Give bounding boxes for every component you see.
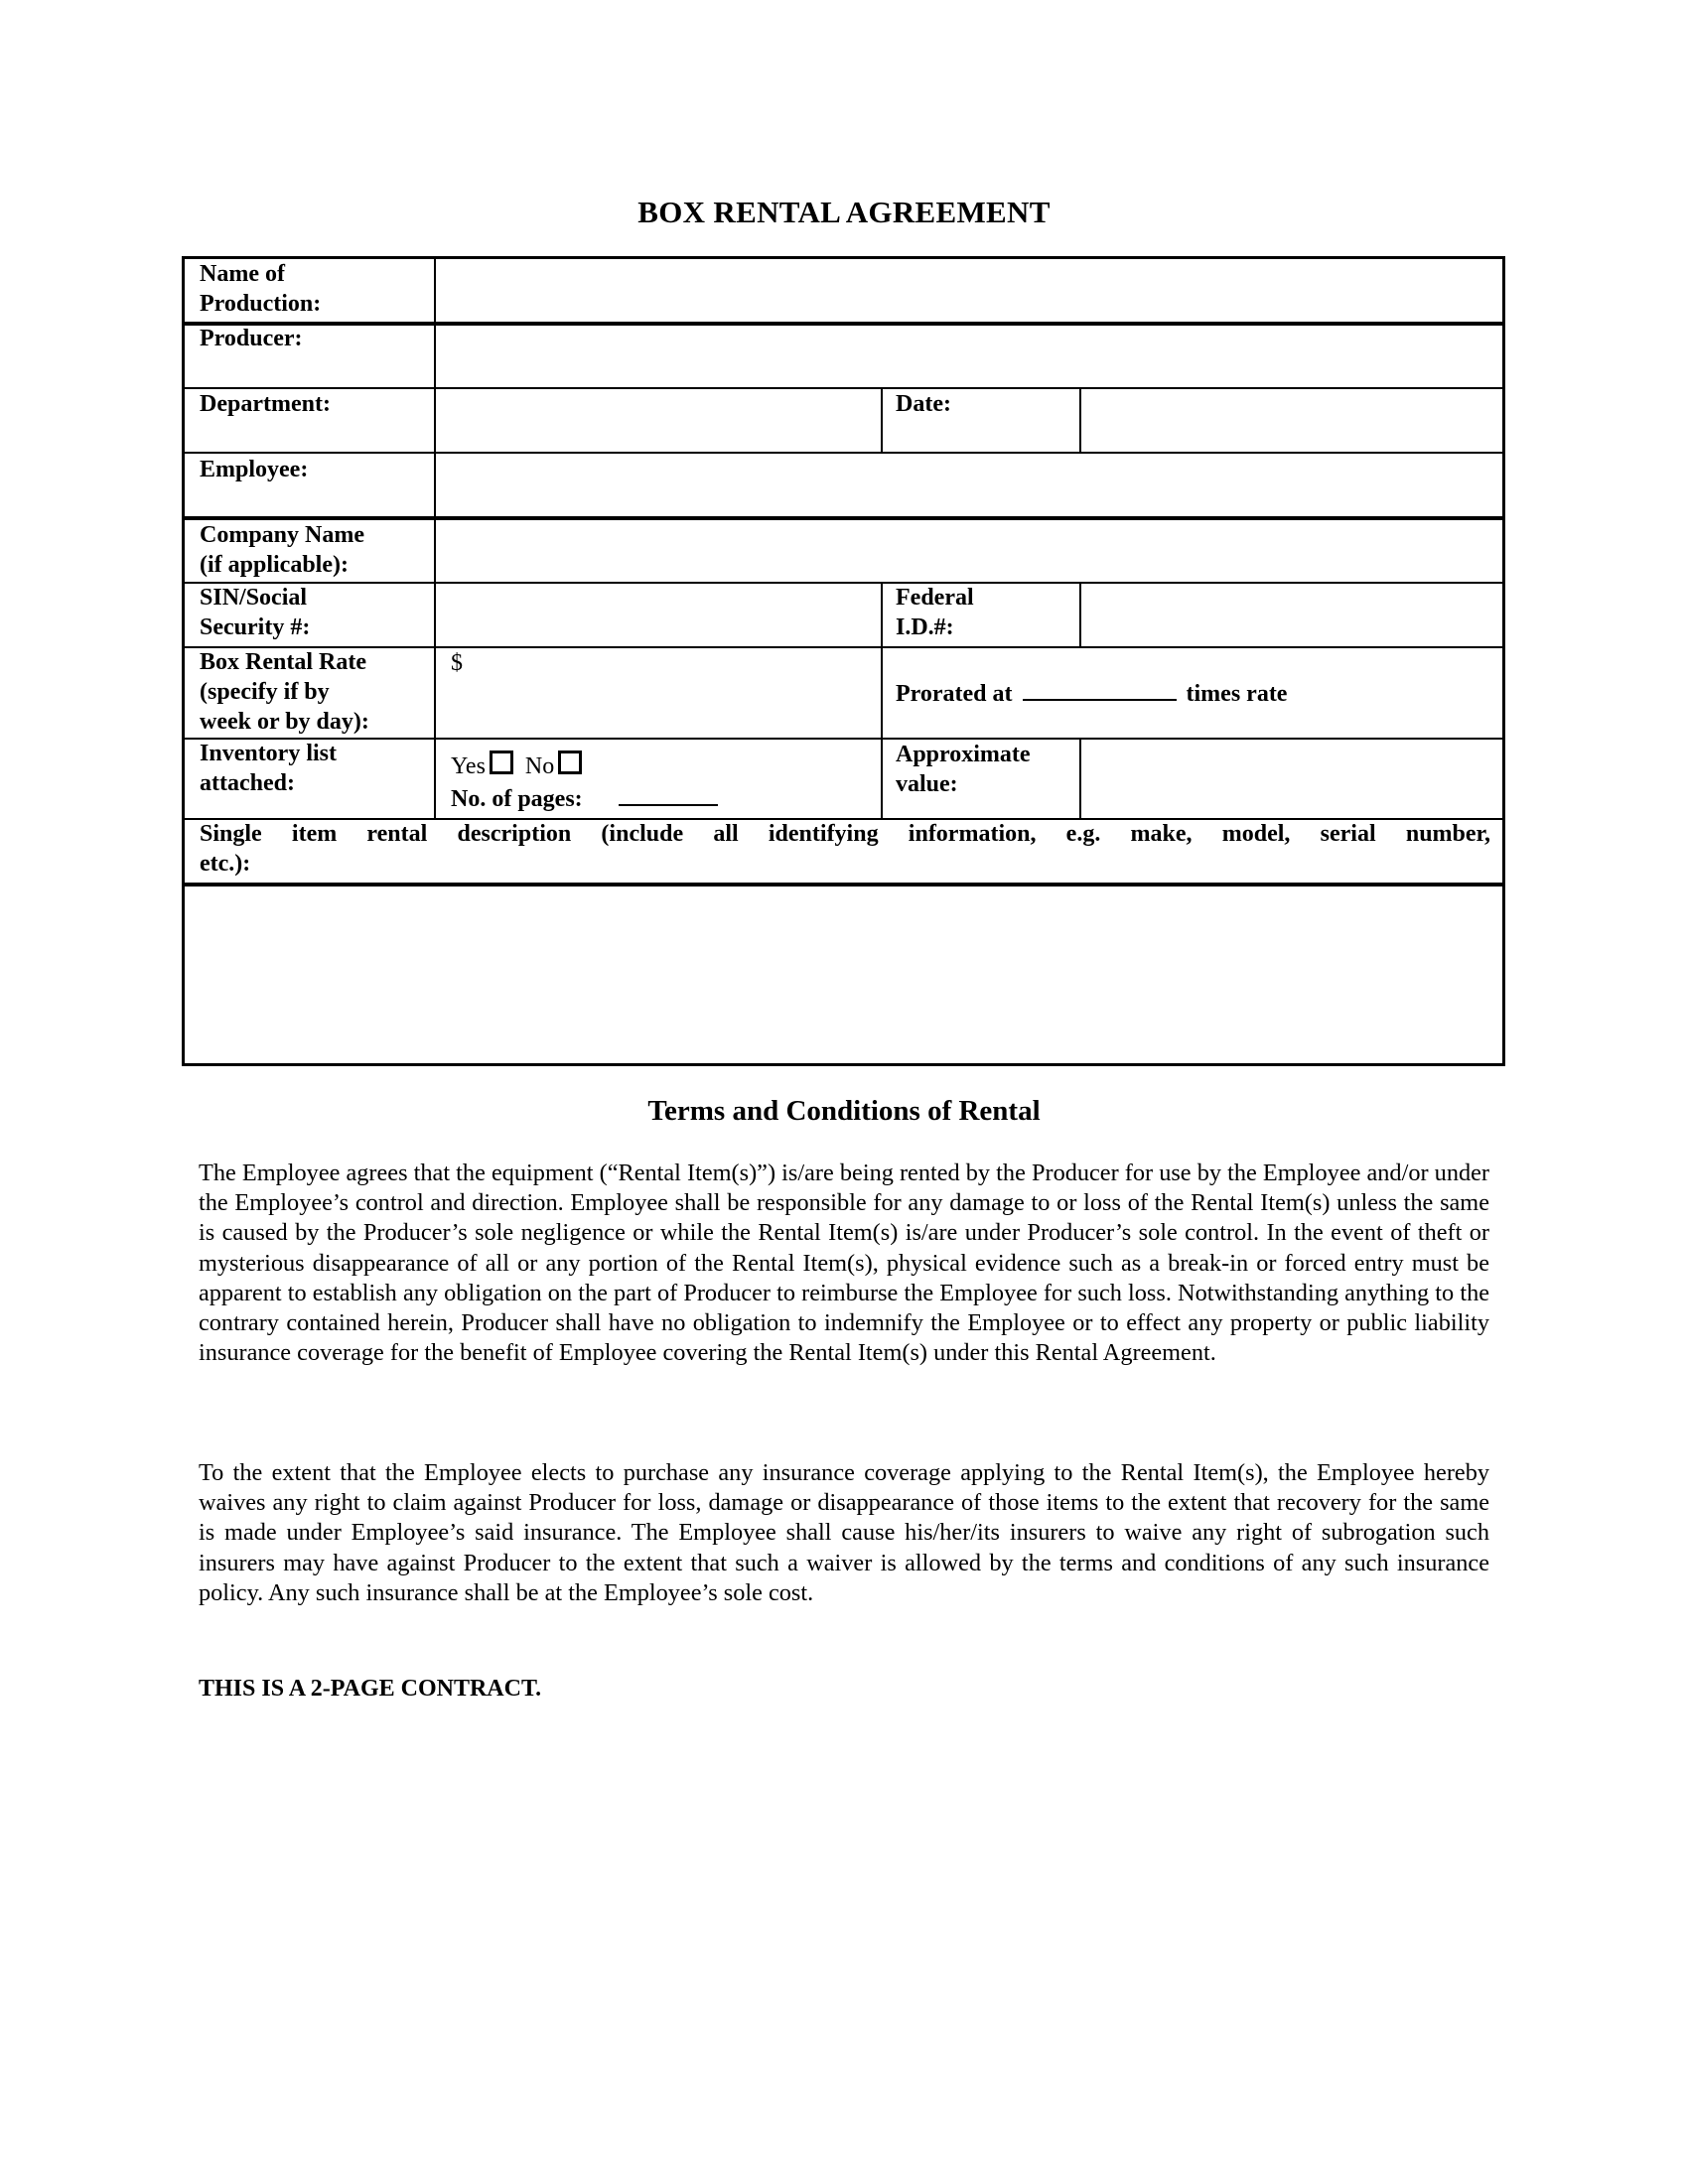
pages-label: No. of pages: xyxy=(451,786,583,812)
department-label: Department: xyxy=(200,391,331,417)
department-field[interactable] xyxy=(437,389,881,452)
sin-label xyxy=(200,583,310,642)
yes-label: Yes xyxy=(451,753,486,779)
label-line: Security #: xyxy=(200,614,311,640)
producer-label: Producer: xyxy=(200,326,303,351)
column-divider xyxy=(434,259,436,820)
company-name-field[interactable] xyxy=(437,520,1505,582)
federal-id-label xyxy=(896,583,974,642)
column-divider xyxy=(881,582,883,820)
federal-id-field[interactable] xyxy=(1082,584,1505,646)
prorated-prefix: Prorated at xyxy=(896,681,1013,707)
inventory-label xyxy=(200,739,337,798)
sin-field[interactable] xyxy=(437,584,881,646)
column-divider xyxy=(881,387,883,454)
pages-blank-field[interactable] xyxy=(619,782,718,806)
date-label: Date: xyxy=(896,391,951,417)
label-line: Name of xyxy=(200,261,285,287)
column-divider xyxy=(1079,387,1081,454)
label-line: week or by day): xyxy=(200,709,369,735)
description-label-line2: etc.): xyxy=(200,851,251,877)
label-line: value: xyxy=(896,771,958,797)
label-line: Inventory list xyxy=(200,741,337,766)
employee-label: Employee: xyxy=(200,457,309,482)
prorated-suffix: times rate xyxy=(1186,681,1288,707)
two-page-notice: THIS IS A 2-PAGE CONTRACT. xyxy=(199,1676,542,1702)
yes-checkbox[interactable] xyxy=(490,751,513,774)
description-label-line1: Single item rental description (include all identifying information, e.g. make, model, serial number, xyxy=(200,821,1490,847)
label-line: Federal xyxy=(896,585,974,611)
rental-form-table xyxy=(182,256,1505,1066)
column-divider xyxy=(1079,738,1081,820)
box-rental-rate-label xyxy=(200,647,369,737)
date-field[interactable] xyxy=(1082,389,1505,452)
no-checkbox[interactable] xyxy=(558,751,582,774)
column-divider xyxy=(1079,582,1081,648)
name-of-production-field[interactable] xyxy=(437,259,1505,322)
dollar-sign: $ xyxy=(451,650,463,676)
terms-paragraph-2: To the extent that the Employee elects to purchase any insurance coverage applying to the Rental Item(s), the Employee hereby waives any right to claim against Producer for loss, damage or disappearance of those items to the extent that recovery for the same is made under Employee’s said insurance. The Employee shall cause his/her/its insurers to waive any right of subrogation such insurers may have against Producer to the extent that such a waiver is allowed by the terms and conditions of any such insurance policy. Any such insurance shall be at the Employee’s sole cost. xyxy=(199,1459,1489,1606)
box-rental-rate-field[interactable] xyxy=(437,648,881,738)
inventory-options xyxy=(451,751,588,781)
terms-paragraph-1: The Employee agrees that the equipment (“Rental Item(s)”) is/are being rented by the Producer for use by the Employee and/or under the Employee’s control and direction. Employee shall be responsible for any damage to or loss of the Rental Item(s) unless the same is caused by the Producer’s sole negligence or while the Rental Item(s) is/are under Producer’s sole control. In the event of theft or mysterious disappearance of all or any portion of the Rental Item(s), physical evidence such as a break-in or forced entry must be apparent to establish any obligation on the part of Producer to reimburse the Employee for such loss. Notwithstanding anything to the contrary contained herein, Producer shall have no obligation to indemnify the Employee or to effect any property or public liability insurance coverage for the benefit of Employee covering the Rental Item(s) under this Rental Agreement. xyxy=(199,1160,1489,1367)
name-of-production-label xyxy=(200,259,321,319)
label-line: SIN/Social xyxy=(200,585,308,611)
label-line: (specify if by xyxy=(200,679,330,705)
label-line: Company Name xyxy=(200,522,364,548)
approximate-value-field[interactable] xyxy=(1082,740,1505,818)
description-textarea[interactable] xyxy=(185,887,1502,1063)
pages-row xyxy=(451,782,718,814)
company-name-label xyxy=(200,520,364,580)
employee-field[interactable] xyxy=(437,454,1505,516)
terms-title: Terms and Conditions of Rental xyxy=(647,1095,1041,1127)
prorated-text xyxy=(896,677,1287,709)
prorated-blank-field[interactable] xyxy=(1023,677,1177,701)
label-line: attached: xyxy=(200,770,295,796)
label-line: I.D.#: xyxy=(896,614,954,640)
label-line: (if applicable): xyxy=(200,552,349,578)
label-line: Production: xyxy=(200,291,322,317)
label-line: Box Rental Rate xyxy=(200,649,366,675)
label-line: Approximate xyxy=(896,742,1031,767)
producer-field[interactable] xyxy=(437,324,1505,387)
approximate-value-label xyxy=(896,740,1031,799)
document-title: BOX RENTAL AGREEMENT xyxy=(637,195,1051,229)
no-label: No xyxy=(524,753,555,779)
